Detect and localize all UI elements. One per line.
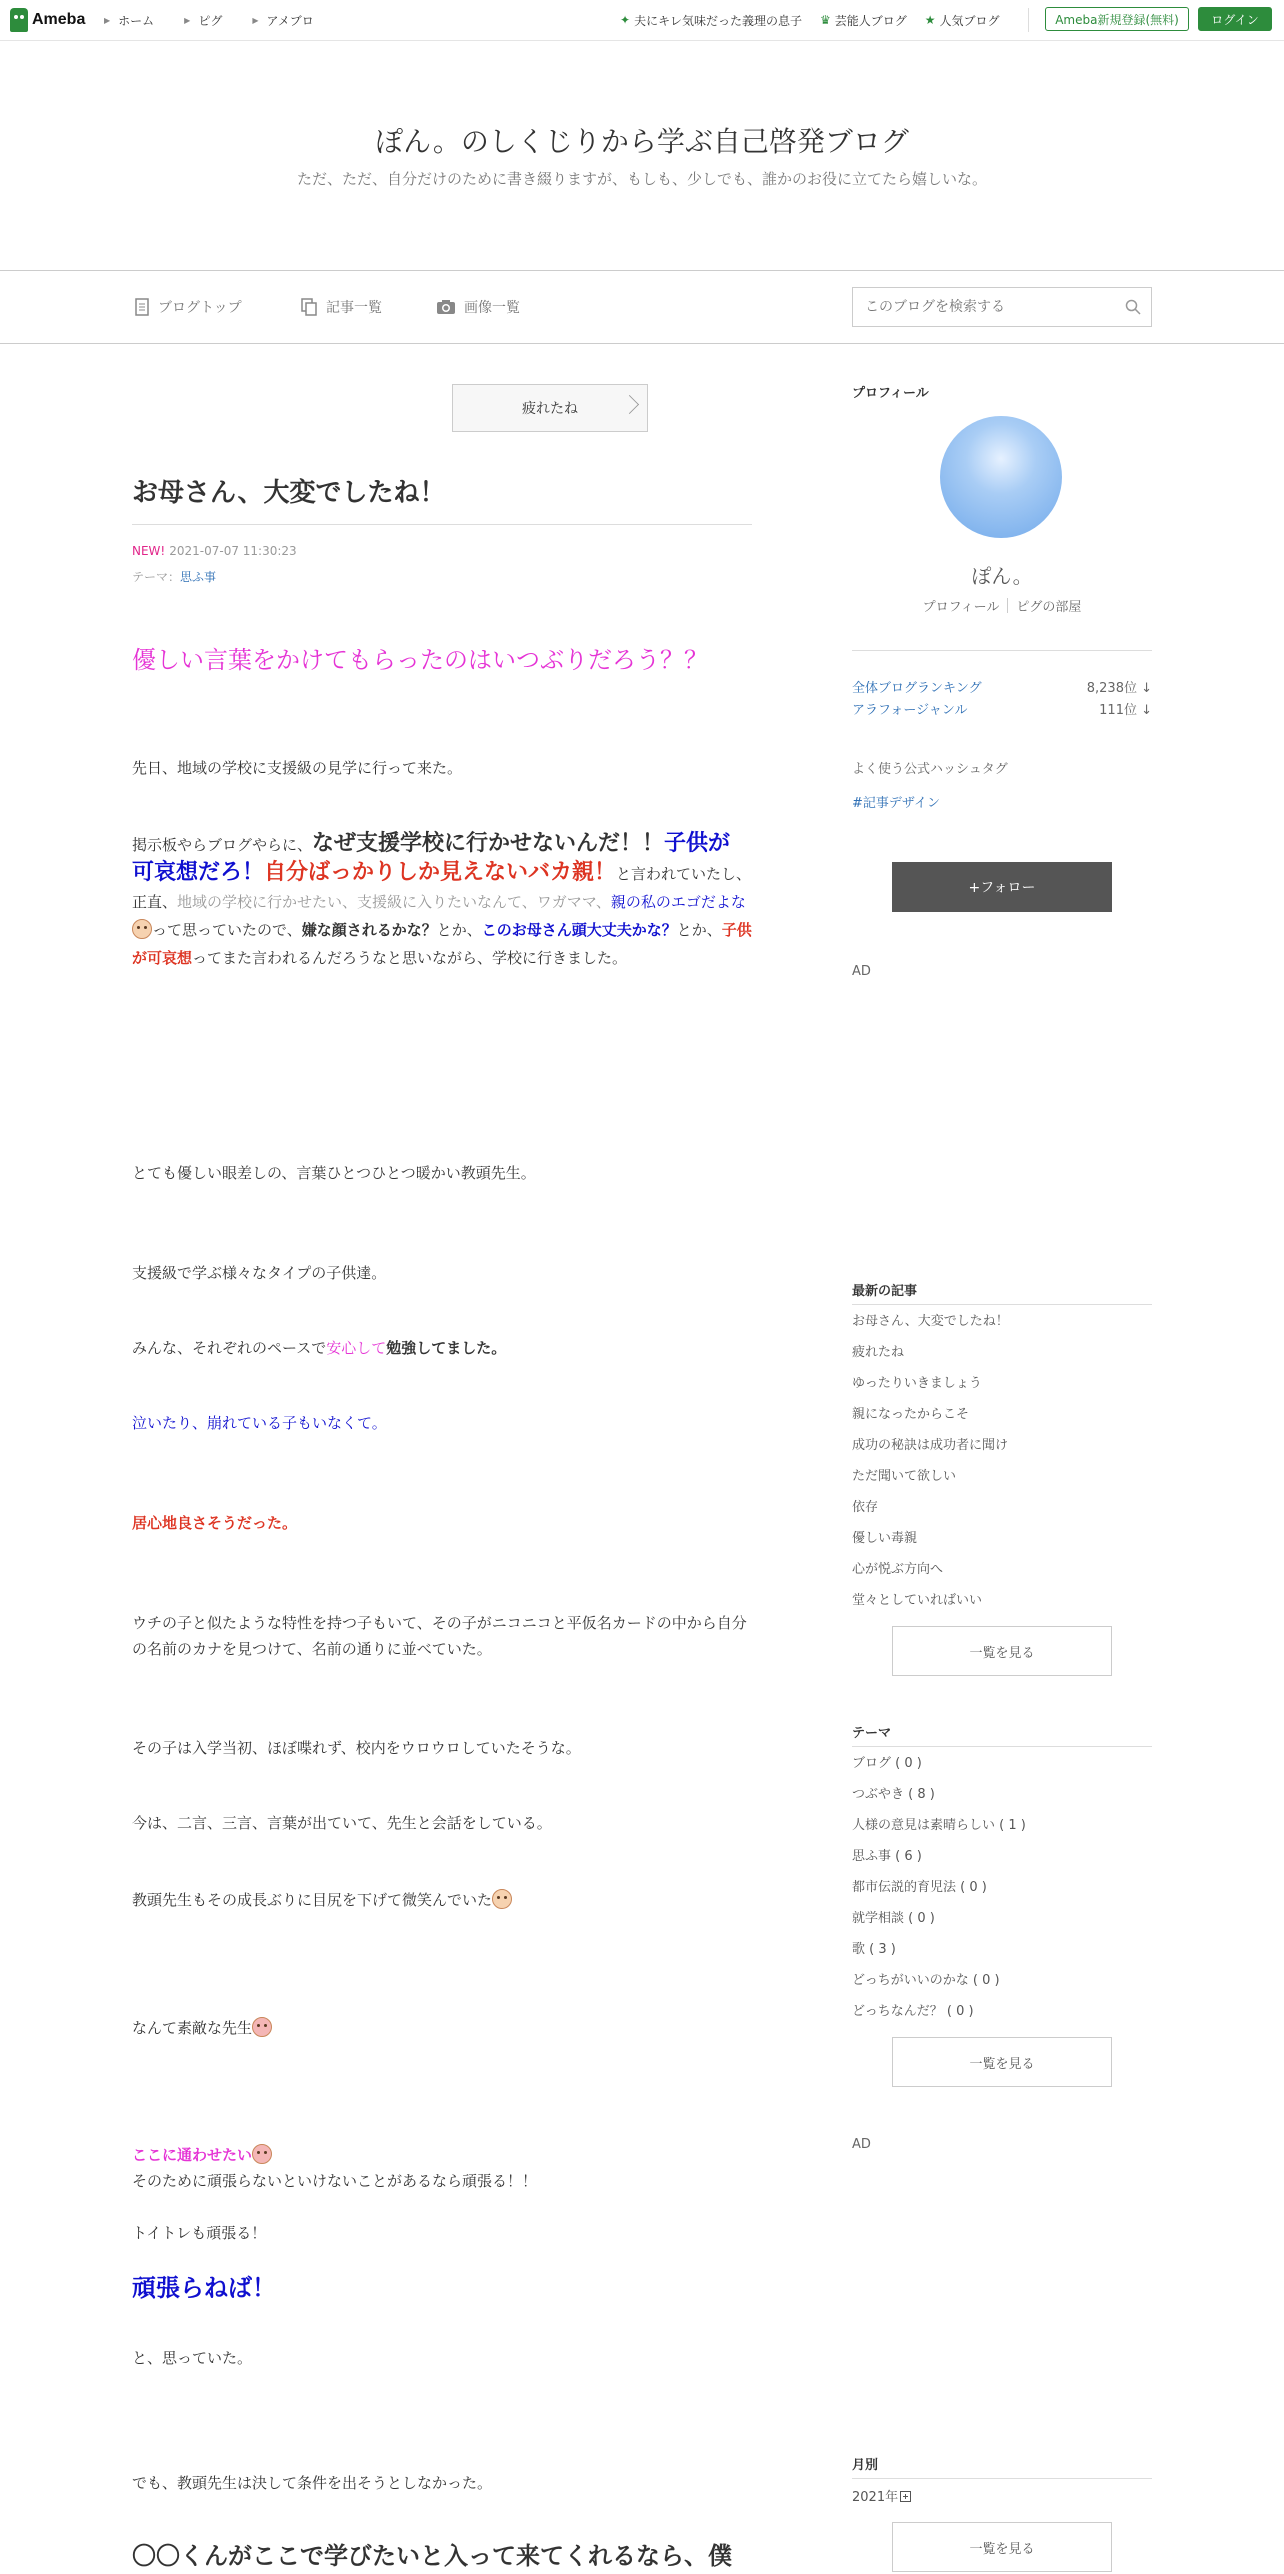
crying-emoji-icon [252,2144,272,2164]
triangle-right-icon: ▶ [184,15,191,25]
divider [852,1304,1152,1305]
text: 掲示板やらブログやらに、 [132,836,313,854]
text: ってまた言われるんだろうなと思いながら、学校に行きました。 [192,949,628,967]
expand-icon[interactable] [900,2491,911,2502]
text: 教頭先生もその成長ぶりに目尻を下げて微笑んでいた [132,1891,493,1909]
emphasis-text: 勉強してました。 [386,1339,507,1357]
top-nav [104,0,344,40]
ranking-row[interactable] [852,677,1152,696]
text: なんて素敵な先生 [132,2019,253,2037]
top-link-label: 芸能人ブログ [834,13,907,28]
article-paragraph: 支援級で学ぶ様々なタイプの子供達。 [132,1264,387,1282]
emphasis-text: 嫌な顔されるかな？ [301,921,437,939]
monthly-more-button[interactable]: 一覧を見る [892,2522,1112,2572]
article-paragraph: 今は、二言、三言、言葉が出ていて、先生と会話をしている。 [132,1814,552,1832]
top-links [620,0,1018,40]
top-nav-pig[interactable] [184,12,222,29]
image-list-label: 画像一覧 [464,300,520,316]
document-icon [134,298,150,316]
recent-item[interactable]: 親になったからこそ [852,1407,970,1422]
star-icon: ★ [924,13,936,27]
emphasis-text: なぜ支援学校に行かせないんだ！！ [312,831,665,856]
ranking-value: 111位 ↓ [1099,703,1152,718]
top-link-celebrity[interactable] [820,12,907,29]
article-paragraph [132,1887,752,1913]
recent-item[interactable]: 堂々としていればいい [852,1593,983,1608]
follow-button[interactable]: +フォロー [892,862,1112,912]
article-list-link[interactable] [300,271,382,343]
text: みんな、それぞれのペースで [132,1339,327,1357]
emphasis-text: 子供が可哀想だろ！ [132,831,731,885]
article-title[interactable]: お母さん、大変でしたね！ [132,478,446,508]
theme-item[interactable]: 都市伝説的育児法 ( 0 ) [852,1880,987,1895]
article-paragraph: でも、教頭先生は決して条件を出そうとしなかった。 [132,2474,493,2492]
divider [852,1746,1152,1747]
article-paragraph: 頑張らねば！ [132,2274,276,2302]
recent-item[interactable]: 疲れたね [852,1345,905,1360]
text: そのために頑張らないといけないことがあるなら頑張る！！ [132,2172,538,2190]
text: とか、 [436,921,482,939]
theme-list [852,1754,1152,2033]
top-nav-home[interactable] [104,12,154,29]
recent-item[interactable]: 依存 [852,1500,879,1515]
search-icon[interactable] [1125,299,1141,315]
crying-emoji-icon [252,2017,272,2037]
top-nav-label: ホーム [118,13,155,28]
ad-label: AD [852,2137,871,2152]
article-paragraph: 居心地良さそうだった。 [132,1514,298,1532]
blog-title[interactable]: ぽん。のしくじりから学ぶ自己啓発ブログ [375,125,909,158]
emphasis-text: ここに通わせたい [132,2146,253,2164]
top-nav-label: アメブロ [266,13,314,28]
article-paragraph [132,1335,752,1361]
theme-item[interactable]: どっちがいいのかな ( 0 ) [852,1973,1000,1988]
image-list-link[interactable] [436,271,520,343]
article-date: 2021-07-07 11:30:23 [169,544,297,558]
divider [852,2478,1152,2479]
emphasis-text: このお母さん頭大丈夫かな？ [481,921,677,939]
article-paragraph [132,830,752,972]
prev-article-button[interactable] [452,384,648,432]
theme-item[interactable]: ブログ ( 0 ) [852,1756,922,1771]
ranking-row[interactable] [852,699,1152,718]
text: 親の私のエゴだよな [610,893,746,911]
theme-item[interactable]: 歌 ( 3 ) [852,1942,896,1957]
theme-item[interactable]: つぶやき ( 8 ) [852,1787,935,1802]
blog-top-label: ブログトップ [158,300,242,316]
recent-heading: 最新の記事 [852,1284,918,1299]
triangle-right-icon: ▶ [104,15,111,25]
avatar[interactable] [940,416,1062,538]
theme-label: テーマ： [132,570,181,584]
recent-item[interactable]: 優しい毒親 [852,1531,918,1546]
article-paragraph: と、思っていた。 [132,2349,253,2367]
ranking-value: 8,238位 ↓ [1086,681,1152,696]
top-nav-ameblo[interactable] [252,12,313,29]
top-nav-label: ピグ [198,13,223,28]
article-list-label: 記事一覧 [326,300,382,316]
blog-top-link[interactable] [134,271,242,343]
article-paragraph: トイトレも頑張る！ [132,2224,267,2242]
divider [1028,8,1029,32]
theme-heading: テーマ [852,1726,892,1741]
ranking-label: 全体ブログランキング [852,681,982,696]
year-toggle[interactable] [852,2486,911,2505]
article-paragraph [132,2142,752,2194]
divider [132,524,752,525]
year-label: 2021年 [852,2490,899,2505]
article-paragraph [132,2015,752,2041]
crown-icon: ♛ [819,13,831,27]
ameba-logo[interactable] [10,7,85,33]
article-paragraph: とても優しい眼差しの、言葉ひとつひとつ暖かい教頭先生。 [132,1164,536,1182]
text: とか、 [676,921,722,939]
ameba-logo-icon [10,8,28,32]
recent-item[interactable]: 心が悦ぶ方向へ [852,1562,944,1577]
article-paragraph: 先日、地域の学校に支援級の見学に行って来た。 [132,759,463,777]
hashtag-link[interactable]: #記事デザイン [852,796,940,811]
triangle-right-icon: ▶ [252,15,259,25]
top-bar [0,0,1284,41]
profile-name[interactable]: ぽん。 [971,564,1033,588]
ranking-label: アラフォージャンル [852,703,968,718]
article-paragraph: 〇〇くんがここで学びたいと入って来てくれるなら、僕 [132,2542,732,2570]
recent-item[interactable]: ただ聞いて欲しい [852,1469,957,1484]
emphasis-text: 子供が可哀想 [132,921,752,967]
blog-description: ただ、ただ、自分だけのために書き綴りますが、もしも、少しでも、誰かのお役に立てたら嬉しいな。 [296,170,987,188]
register-button[interactable]: Ameba新規登録(無料) [1045,7,1189,31]
chevron-right-icon [620,395,639,414]
recent-item[interactable]: 成功の秘訣は成功者に聞け [852,1438,1009,1453]
smile-emoji-icon [492,1889,512,1909]
blog-nav [0,270,1284,344]
profile-link[interactable]: プロフィール [922,600,1000,615]
text: と言われていたし、正直、 [132,865,752,911]
article-paragraph: その子は入学当初、ほぼ喋れず、校内をウロウロしていたそうな。 [132,1739,581,1757]
theme-more-button[interactable]: 一覧を見る [892,2037,1112,2087]
top-link-label: 人気ブログ [939,13,1000,28]
logo-text: Ameba [32,11,86,28]
recent-list [852,1312,1152,1622]
camera-icon [436,299,456,315]
copy-icon [300,298,318,316]
theme-item[interactable]: どっちなんだ？ ( 0 ) [852,2004,974,2019]
theme-item[interactable]: 思ふ事 ( 6 ) [852,1849,922,1864]
hashtag-heading: よく使う公式ハッシュタグ [852,762,1008,777]
search-input[interactable] [863,298,1125,316]
text: って思っていたので、 [152,921,302,939]
theme-item[interactable]: 就学相談 ( 0 ) [852,1911,935,1926]
top-link-label: 夫にキレ気味だった義理の息子 [634,13,802,28]
theme-item[interactable]: 人様の意見は素晴らしい ( 1 ) [852,1818,1026,1833]
new-badge: NEW! [132,544,166,558]
face-emoji-icon [132,919,152,939]
recent-item[interactable]: お母さん、大変でしたね！ [852,1314,1009,1329]
theme-link[interactable]: 思ふ事 [180,570,217,584]
article-paragraph: 泣いたり、崩れている子もいなくて。 [132,1414,387,1432]
text: 地域の学校に行かせたい、支援級に入りたいなんて、ワガママ、 [177,893,611,911]
pig-room-link[interactable]: ピグの部屋 [1016,600,1082,615]
profile-heading: プロフィール [852,386,929,401]
emphasis-text: 自分ばっかりしか見えないバカ親！ [264,860,617,885]
divider [852,650,1152,651]
article-meta [132,544,297,558]
recent-item[interactable]: ゆったりいきましょう [852,1376,982,1391]
sparkle-icon: ✦ [620,13,631,27]
ad-label: AD [852,964,871,979]
emphasis-text: 優しい言葉をかけてもらったのはいつぶりだろう？？ [132,646,708,674]
prev-article-label: 疲れたね [522,401,578,417]
top-link-popular[interactable] [925,12,1000,29]
article-paragraph: ウチの子と似たような特性を持つ子もいて、その子がニコニコと平仮名カードの中から自分の名前のカナを見つけて、名前の通りに並べていた。 [132,1614,747,1658]
login-button[interactable]: ログイン [1198,7,1272,31]
recent-more-button[interactable]: 一覧を見る [892,1626,1112,1676]
article-paragraph [132,642,752,678]
blog-search [852,287,1152,327]
profile-links [852,596,1152,615]
article-theme [132,568,216,585]
top-link-trending[interactable] [620,12,802,29]
emphasis-text: 安心して [326,1339,387,1357]
monthly-heading: 月別 [852,2458,879,2473]
